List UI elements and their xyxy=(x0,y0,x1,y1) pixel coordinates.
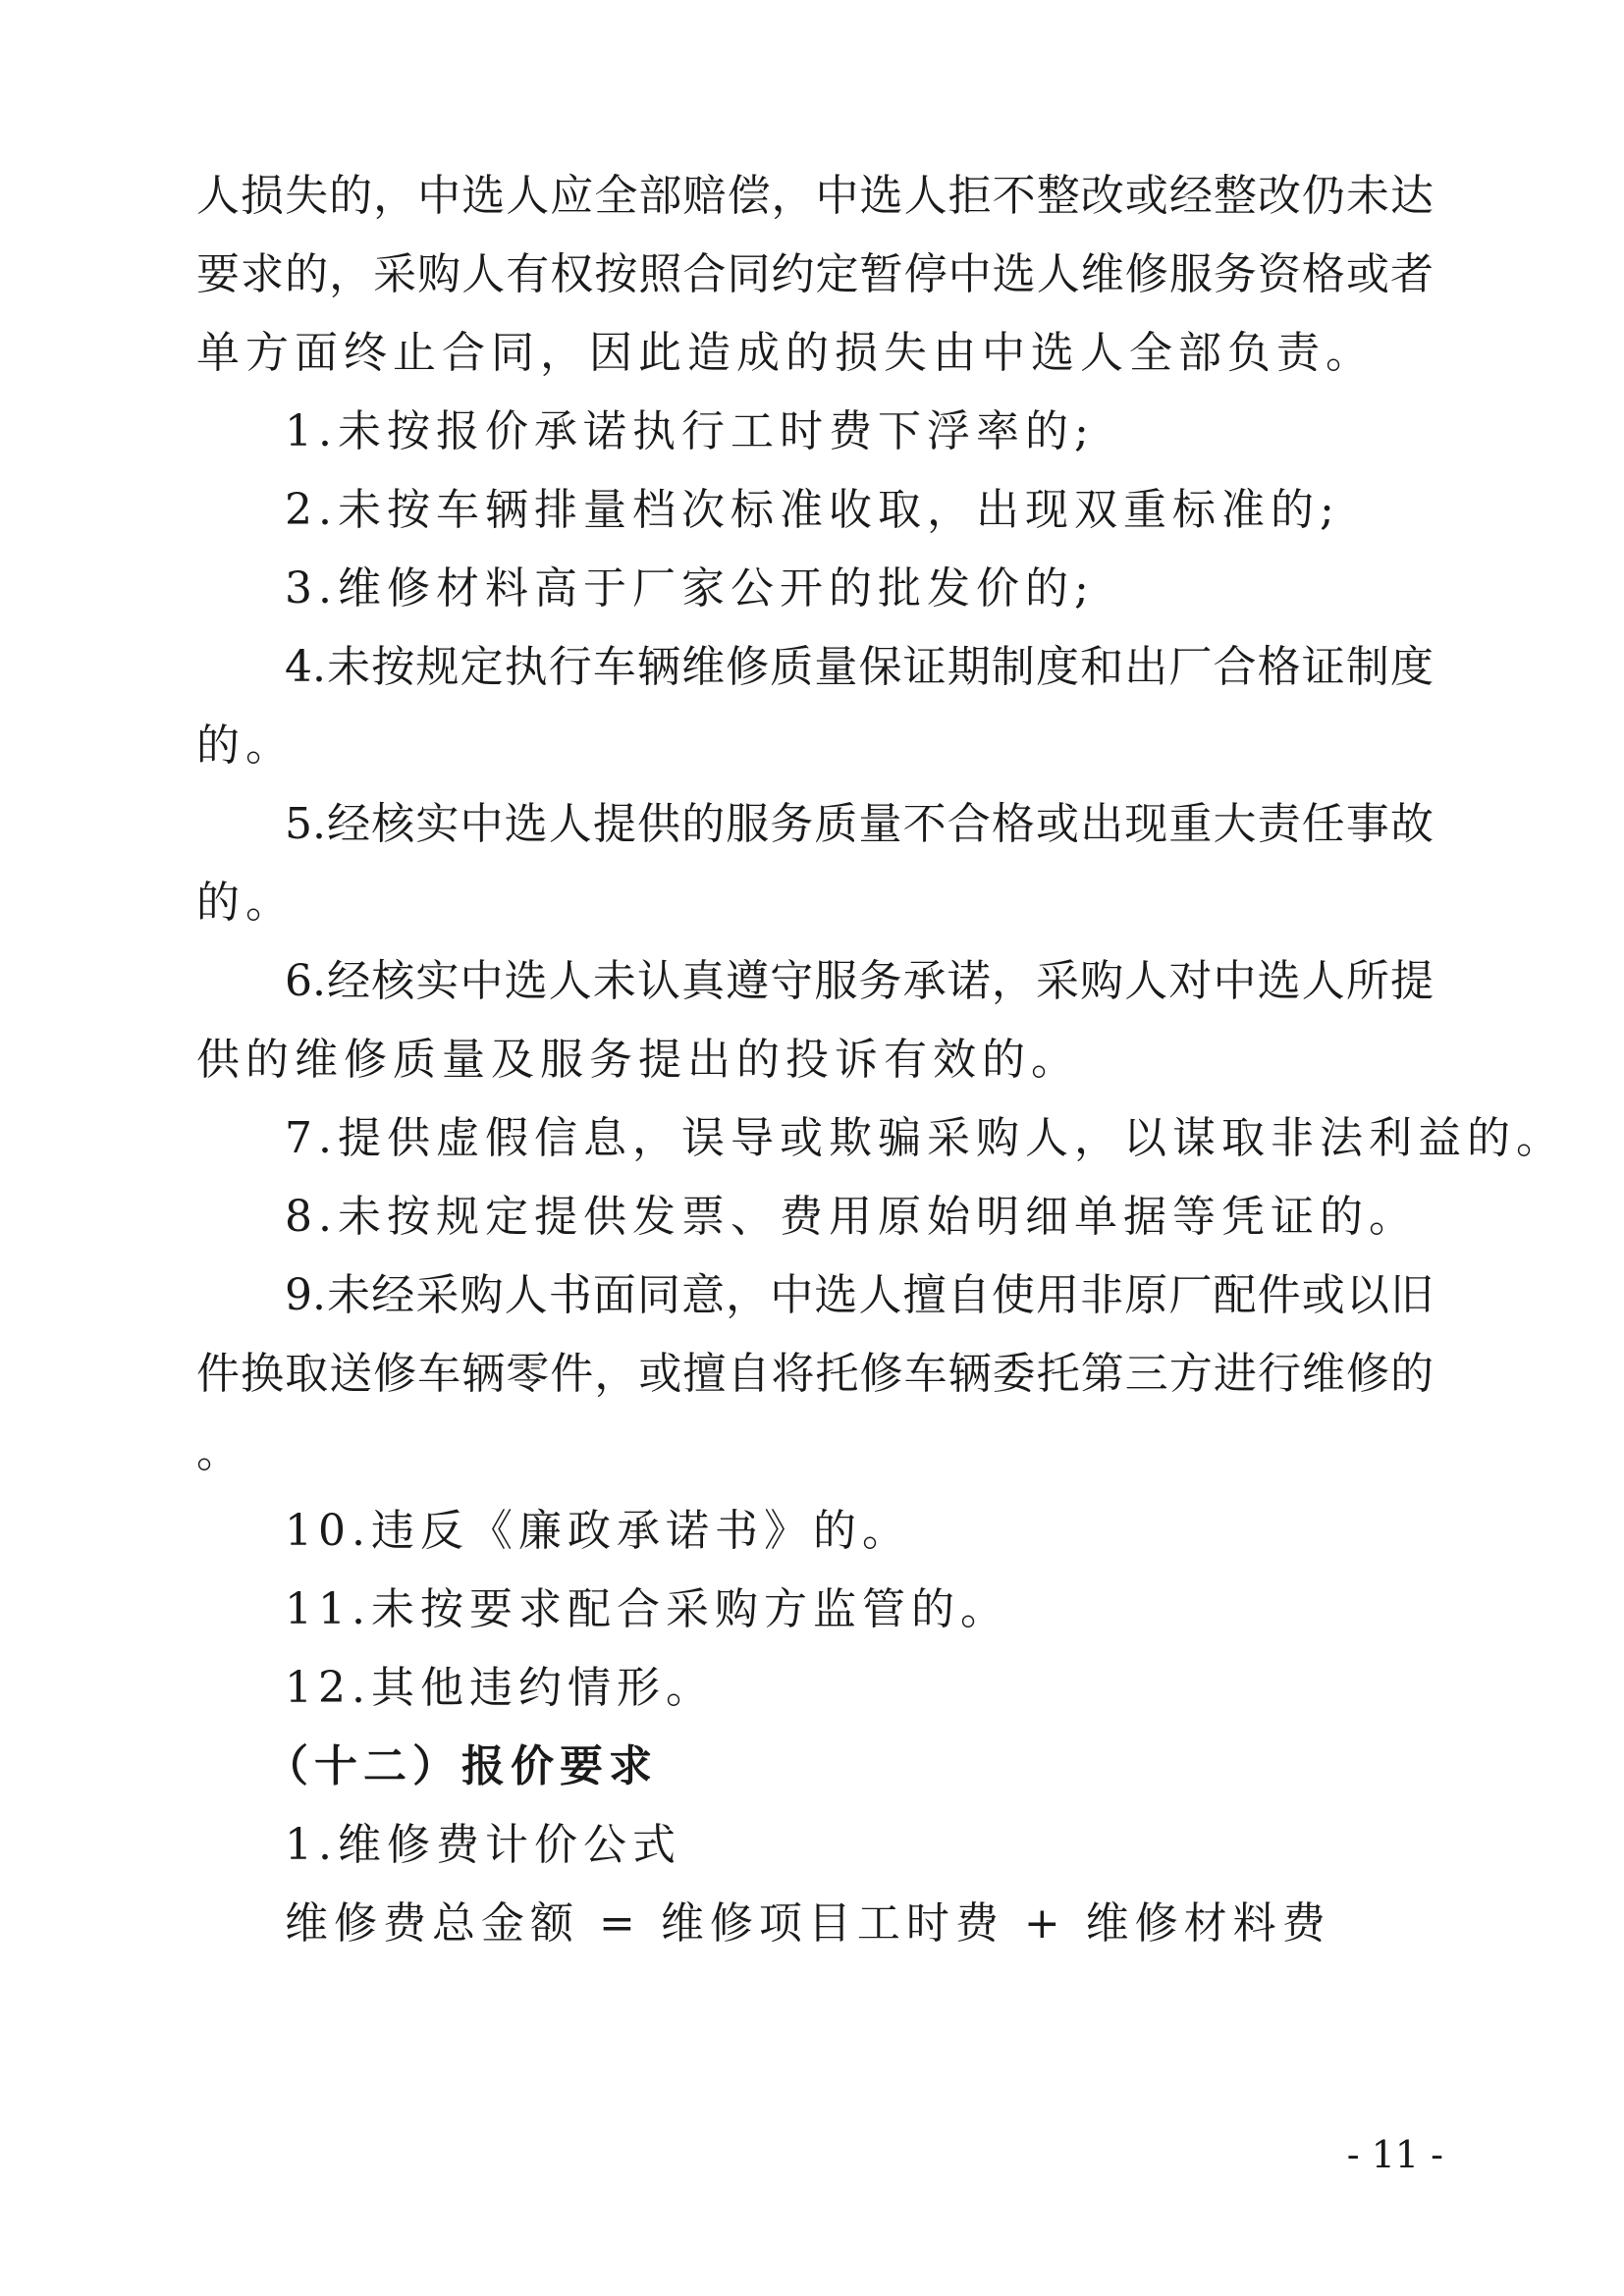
list-item: 5.经核实中选人提供的服务质量不合格或出现重大责任事故 xyxy=(285,799,1434,849)
list-item-continuation: 。 xyxy=(196,1427,245,1477)
list-item: 7.提供虚假信息，误导或欺骗采购人，以谋取非法利益的。 xyxy=(285,1113,1565,1163)
list-item-continuation: 件换取送修车辆零件，或擅自将托修车辆委托第三方进行维修的 xyxy=(196,1349,1434,1399)
list-item: 8.未按规定提供发票、费用原始明细单据等凭证的。 xyxy=(285,1192,1418,1242)
list-item: 4.未按规定执行车辆维修质量保证期制度和出厂合格证制度 xyxy=(285,642,1434,692)
list-item: 11.未按要求配合采购方监管的。 xyxy=(285,1584,1009,1634)
list-item-continuation: 供的维修质量及服务提出的投诉有效的。 xyxy=(196,1035,1080,1085)
list-item: 10.违反《廉政承诺书》的。 xyxy=(285,1506,911,1556)
pricing-formula: 维修费总金额 = 维修项目工时费 + 维修材料费 xyxy=(285,1898,1331,1949)
paragraph-line: 要求的，采购人有权按照合同约定暂停中选人维修服务资格或者 xyxy=(196,249,1434,299)
list-item-continuation: 的。 xyxy=(196,878,295,928)
paragraph-line: 单方面终止合同，因此造成的损失由中选人全部负责。 xyxy=(196,328,1375,378)
list-item: 12.其他违约情形。 xyxy=(285,1663,715,1713)
list-item: 1.未按报价承诺执行工时费下浮率的; xyxy=(285,406,1095,456)
list-item: 3.维修材料高于厂家公开的批发价的; xyxy=(285,563,1095,614)
subsection-heading: 1.维修费计价公式 xyxy=(285,1820,681,1870)
list-item: 2.未按车辆排量档次标准收取，出现双重标准的; xyxy=(285,485,1340,535)
page-number: - 11 - xyxy=(1346,2133,1443,2176)
section-heading: （十二）报价要求 xyxy=(265,1741,658,1791)
paragraph-line: 人损失的，中选人应全部赔偿，中选人拒不整改或经整改仍未达 xyxy=(196,171,1434,221)
list-item-continuation: 的。 xyxy=(196,721,295,771)
list-item: 6.经核实中选人未认真遵守服务承诺，采购人对中选人所提 xyxy=(285,956,1434,1006)
list-item: 9.未经采购人书面同意，中选人擅自使用非原厂配件或以旧 xyxy=(285,1270,1434,1320)
